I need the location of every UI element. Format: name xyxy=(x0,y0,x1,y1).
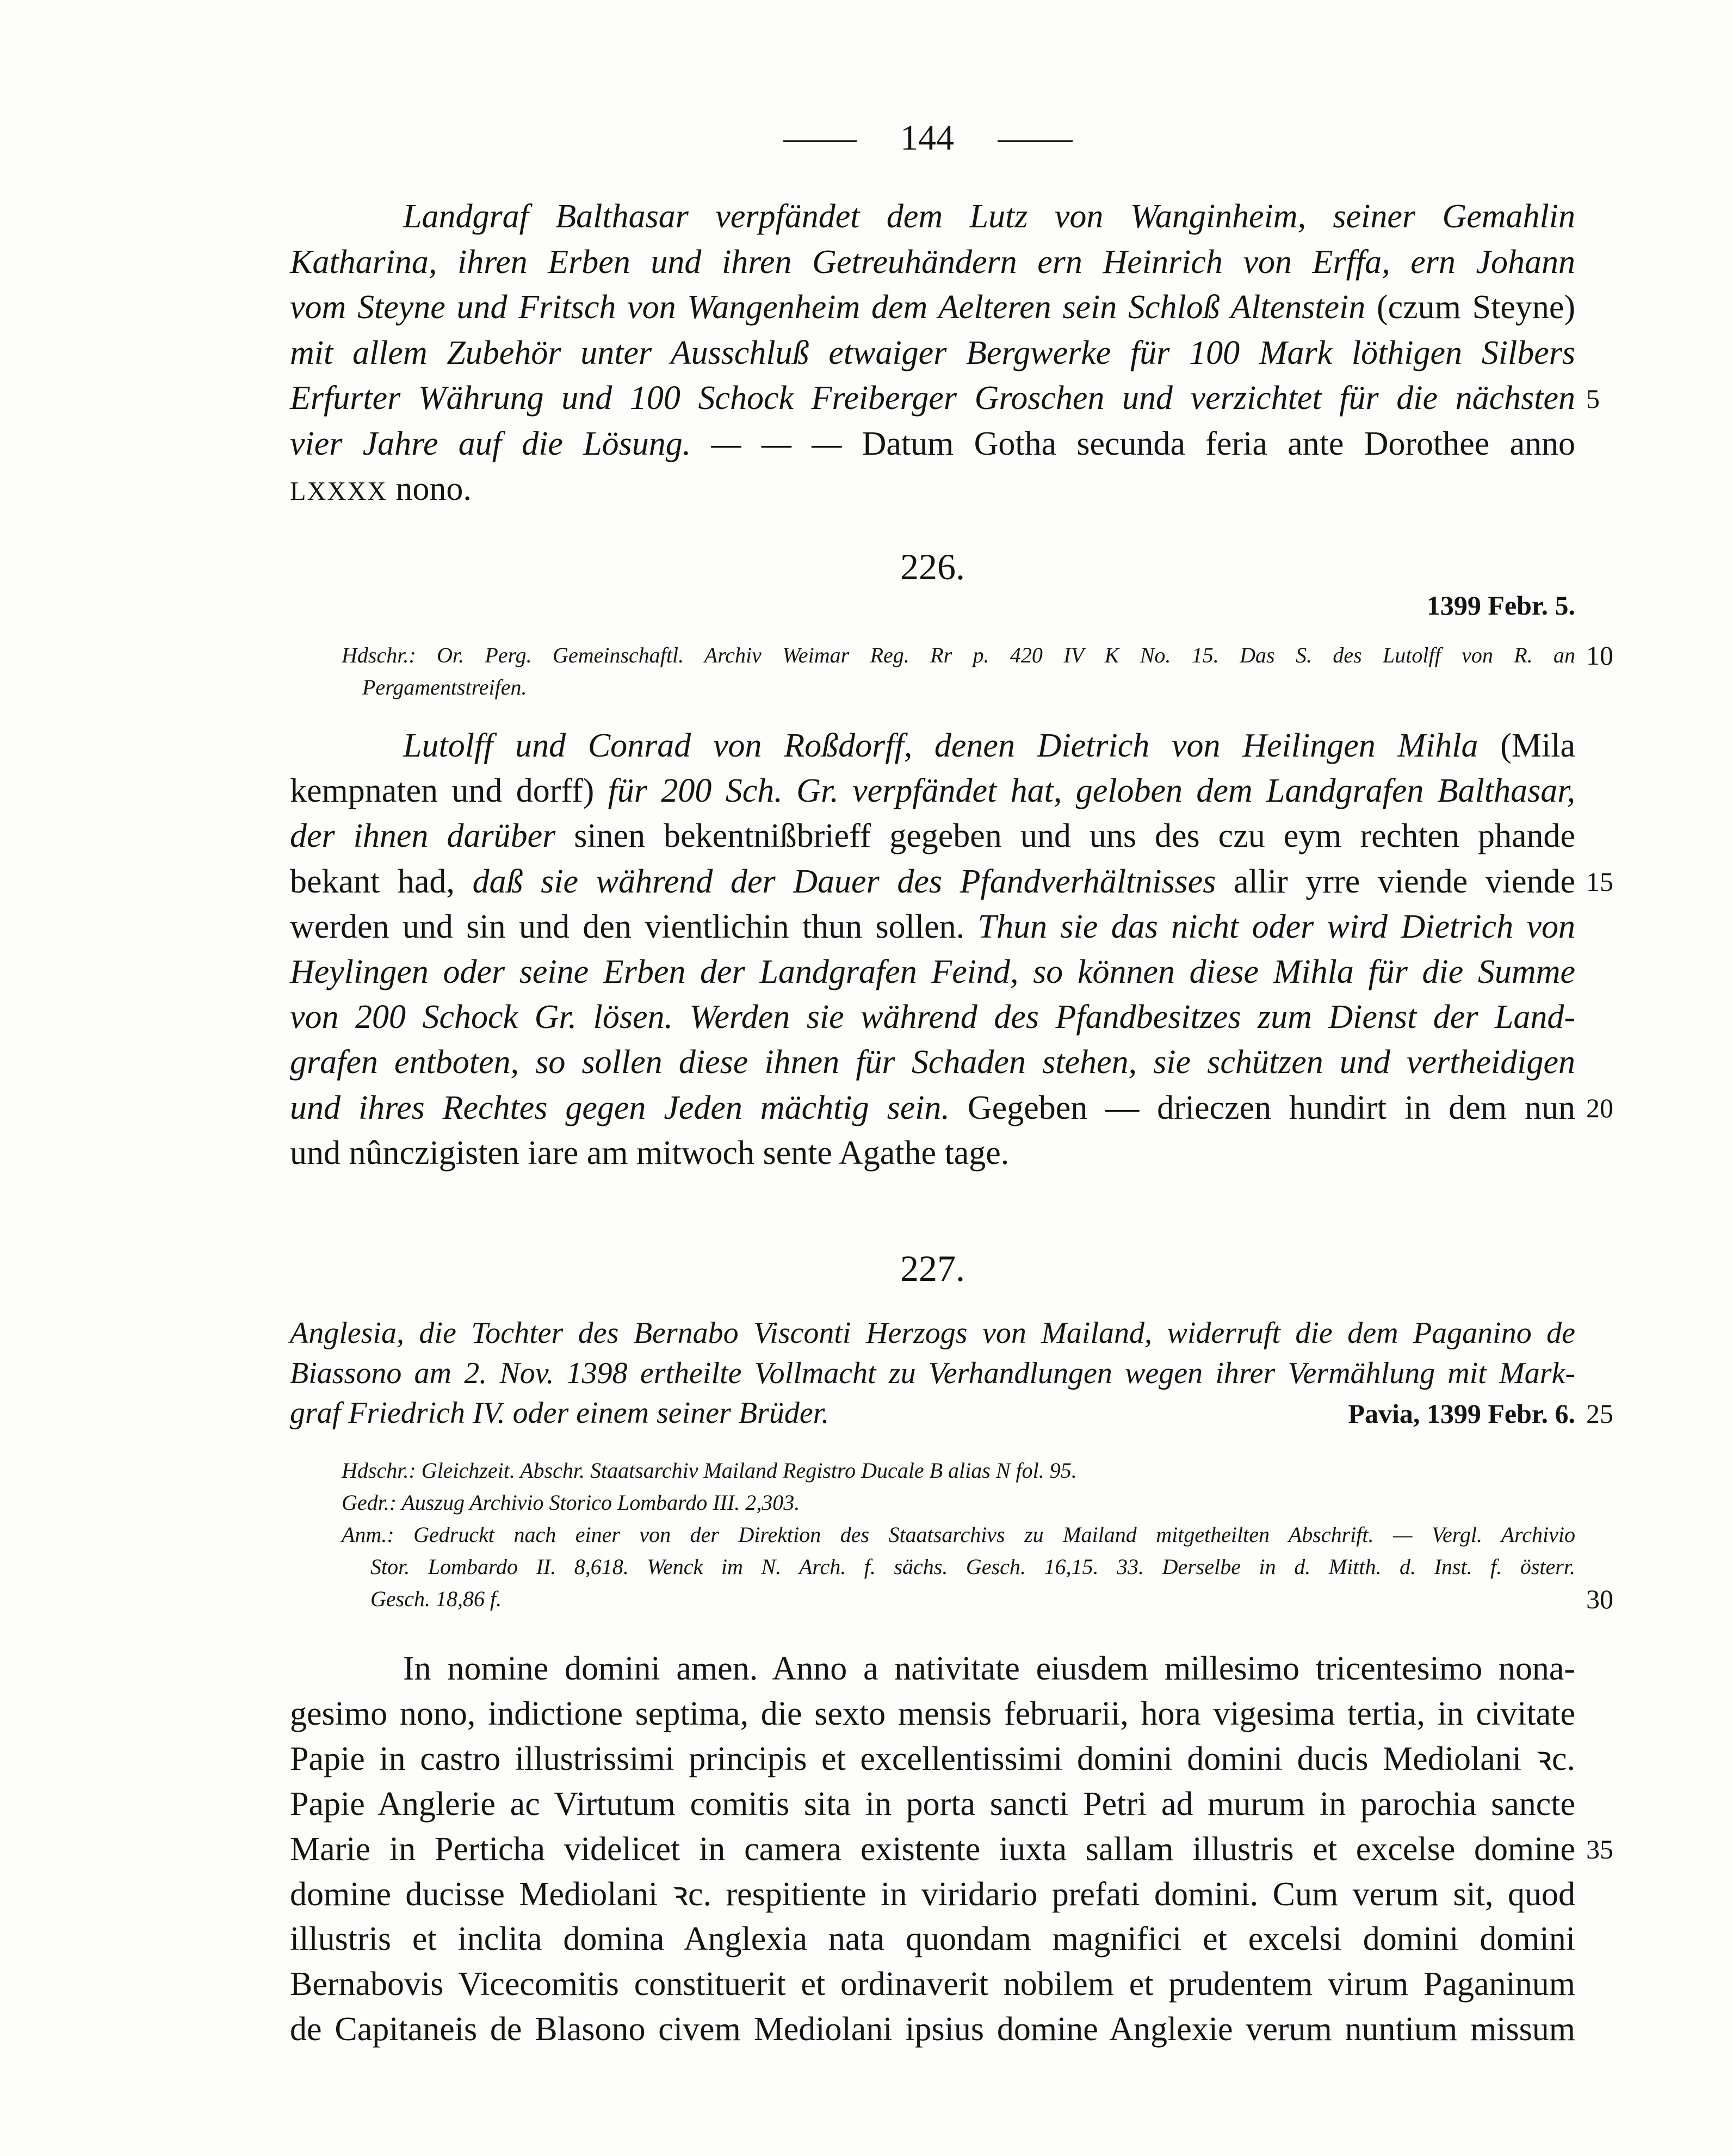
quoted-source-text: sinen bekentnißbrieff gegeben und uns des czu eym rechten phande xyxy=(574,817,1576,855)
text-line: gesimo nono, indictione septima, die sexto mensis februarii, hora vigesima tertia, in civitate xyxy=(290,1695,1575,1732)
text-line xyxy=(290,1086,1575,1131)
regest-text: von 200 Schock Gr. lösen. Werden sie während des Pfandbesitzes zum Dienst der Land- xyxy=(290,999,1575,1036)
regest-text: mit allem Zubehör unter Ausschluß etwaiger Bergwerke für 100 Mark löthigen Silbers xyxy=(290,334,1575,371)
margin-line-number: 20 xyxy=(1586,1093,1613,1123)
entry-226-source-note xyxy=(342,639,1575,703)
regest-text: Lutolff und Conrad von Roßdorff, denen Dietrich von Heilingen Mihla xyxy=(403,727,1478,764)
entry-225-text xyxy=(290,194,1575,515)
quoted-source-text: Gegeben — drieczen hundirt in dem nun xyxy=(967,1089,1575,1126)
entry-number-226: 226. xyxy=(900,546,965,587)
regest-text: Heylingen oder seine Erben der Landgrafen Feind, so können diese Mihla für die Summe xyxy=(290,953,1575,991)
quoted-source-text: Datum Gotha secunda feria ante Dorothee anno xyxy=(862,425,1576,462)
margin-line-number: 25 xyxy=(1586,1398,1613,1429)
text-line: de Capitaneis de Blasono civem Mediolani ipsius domine Anglexie verum nuntium missum xyxy=(290,2011,1575,2048)
regest-text: daß sie während der Dauer des Pfandverhältnisses xyxy=(472,863,1216,900)
regest-text: Landgraf Balthasar verpfändet dem Lutz von Wanginheim, seiner Gemahlin xyxy=(403,198,1575,235)
roman-numeral-text: LXXXX xyxy=(290,477,387,506)
source-note-line: Hdschr.: Or. Perg. Gemeinschaftl. Archiv Weimar Reg. Rr p. 420 IV K No. 15. Das S. des Lutolff von R. an xyxy=(342,643,1575,667)
quoted-source-text: nono. xyxy=(395,470,472,507)
text-line: Bernabovis Vicecomitis constituerit et ordinaverit nobilem et prudentem virum Paganinum xyxy=(290,1966,1575,2003)
regest-text: für 200 Sch. Gr. verpfändet hat, geloben dem Landgrafen Balthasar, xyxy=(608,772,1575,810)
regest-text: und ihres Rechtes gegen Jeden mächtig sein. xyxy=(290,1089,950,1126)
text-line: Papie Anglerie ac Virtutum comitis sita in porta sancti Petri ad murum in parochia sancte xyxy=(290,1785,1575,1823)
text-line xyxy=(290,769,1575,814)
entry-227-source-note xyxy=(342,1454,1575,1615)
text-line xyxy=(290,995,1575,1040)
summary-line: Anglesia, die Tochter des Bernabo Visconti Herzogs von Mailand, widerruft die dem Paganino de xyxy=(290,1316,1575,1350)
regest-text: grafen entboten, so sollen diese ihnen für Schaden stehen, sie schützen und vertheidigen xyxy=(290,1044,1575,1081)
page-number: 144 xyxy=(900,118,954,158)
text-line xyxy=(290,1131,1575,1176)
text-line xyxy=(290,950,1575,995)
regest-text: vom Steyne und Fritsch von Wangenheim dem Aelteren sein Schloß Altenstein xyxy=(290,289,1366,326)
text-line: Papie in castro illustrissimi principis et excellentissimi domini domini ducis Mediolani ꝛc. xyxy=(290,1740,1575,1777)
text-line xyxy=(290,422,1575,467)
text-line xyxy=(290,376,1575,422)
text-line xyxy=(290,1040,1575,1085)
text-line xyxy=(290,904,1575,950)
margin-line-number: 15 xyxy=(1586,866,1613,897)
entry-226-date: 1399 Febr. 5. xyxy=(1426,590,1575,621)
source-note-line: Pergamentstreifen. xyxy=(362,675,527,699)
entry-226-text xyxy=(290,723,1575,1176)
text-line xyxy=(290,859,1575,904)
text-line: In nomine domini amen. Anno a nativitate eiusdem millesimo tricentesimo nona- xyxy=(403,1650,1575,1687)
source-note-line: Anm.: Gedruckt nach einer von der Direktion des Staatsarchivs zu Mailand mitgetheilten Abschrift. — Vergl. Archivio xyxy=(342,1522,1575,1547)
summary-line xyxy=(290,1393,1575,1434)
regest-text: vier Jahre auf die Lösung. — — — xyxy=(290,425,842,462)
text-line xyxy=(290,723,1575,769)
source-note-line: Gesch. 18,86 f. xyxy=(370,1587,502,1611)
text-line: domine ducisse Mediolani ꝛc. respitiente in viridario prefati domini. Cum verum sit, quod xyxy=(290,1875,1575,1913)
header-rule-left xyxy=(783,140,857,142)
quoted-source-text: allir yrre viende viende xyxy=(1233,863,1576,900)
regest-text: Katharina, ihren Erben und ihren Getreuhändern ern Heinrich von Erffa, ern Johann xyxy=(290,243,1575,281)
margin-line-number: 10 xyxy=(1586,640,1613,671)
text-line xyxy=(290,467,1575,515)
quoted-source-text: kempnaten und dorff) xyxy=(290,772,595,810)
regest-text: der ihnen darüber xyxy=(290,817,556,855)
margin-line-number: 5 xyxy=(1586,383,1600,414)
quoted-source-text: (czum Steyne) xyxy=(1376,289,1576,326)
text-line: Marie in Perticha videlicet in camera existente iuxta sallam illustris et excelse domine xyxy=(290,1830,1575,1868)
header-rule-right xyxy=(998,140,1073,142)
text-line xyxy=(290,814,1575,859)
text-line: illustris et inclita domina Anglexia nata quondam magnifici et excelsi domini domini xyxy=(290,1920,1575,1958)
quoted-source-text: und nûnczigisten iare am mitwoch sente Agathe tage. xyxy=(290,1134,1010,1172)
entry-number-227: 227. xyxy=(900,1248,965,1289)
summary-line: Biassono am 2. Nov. 1398 ertheilte Vollmacht zu Verhandlungen wegen ihrer Vermählung mit Mark- xyxy=(290,1356,1575,1390)
quoted-source-text: (Mila xyxy=(1500,727,1576,764)
margin-line-number: 30 xyxy=(1586,1584,1613,1614)
entry-227-summary xyxy=(290,1314,1575,1434)
entry-227-place-date: Pavia, 1399 Febr. 6. xyxy=(1348,1398,1575,1429)
quoted-source-text: werden und sin und den vientlichin thun sollen. xyxy=(290,908,965,945)
text-line xyxy=(290,285,1575,331)
quoted-source-text: bekant had, xyxy=(290,863,455,900)
text-line xyxy=(290,331,1575,376)
regest-text: Thun sie das nicht oder wird Dietrich von xyxy=(977,908,1576,945)
text-line xyxy=(290,194,1575,240)
margin-line-number: 35 xyxy=(1586,1834,1613,1864)
source-note-line: Hdschr.: Gleichzeit. Abschr. Staatsarchiv Mailand Registro Ducale B alias N fol. 95. xyxy=(342,1458,1077,1483)
regest-text: Erfurter Währung und 100 Schock Freiberger Groschen und verzichtet für die nächsten xyxy=(290,380,1575,417)
entry-227-text xyxy=(290,1646,1575,2052)
summary-text: graf Friedrich IV. oder einem seiner Brüder. xyxy=(290,1396,830,1430)
source-note-line: Stor. Lombardo II. 8,618. Wenck im N. Arch. f. sächs. Gesch. 16,15. 33. Derselbe in d. Mitth. d. Inst. f. österr. xyxy=(370,1554,1575,1579)
text-line xyxy=(290,240,1575,286)
source-note-line: Gedr.: Auszug Archivio Storico Lombardo III. 2,303. xyxy=(342,1490,800,1515)
